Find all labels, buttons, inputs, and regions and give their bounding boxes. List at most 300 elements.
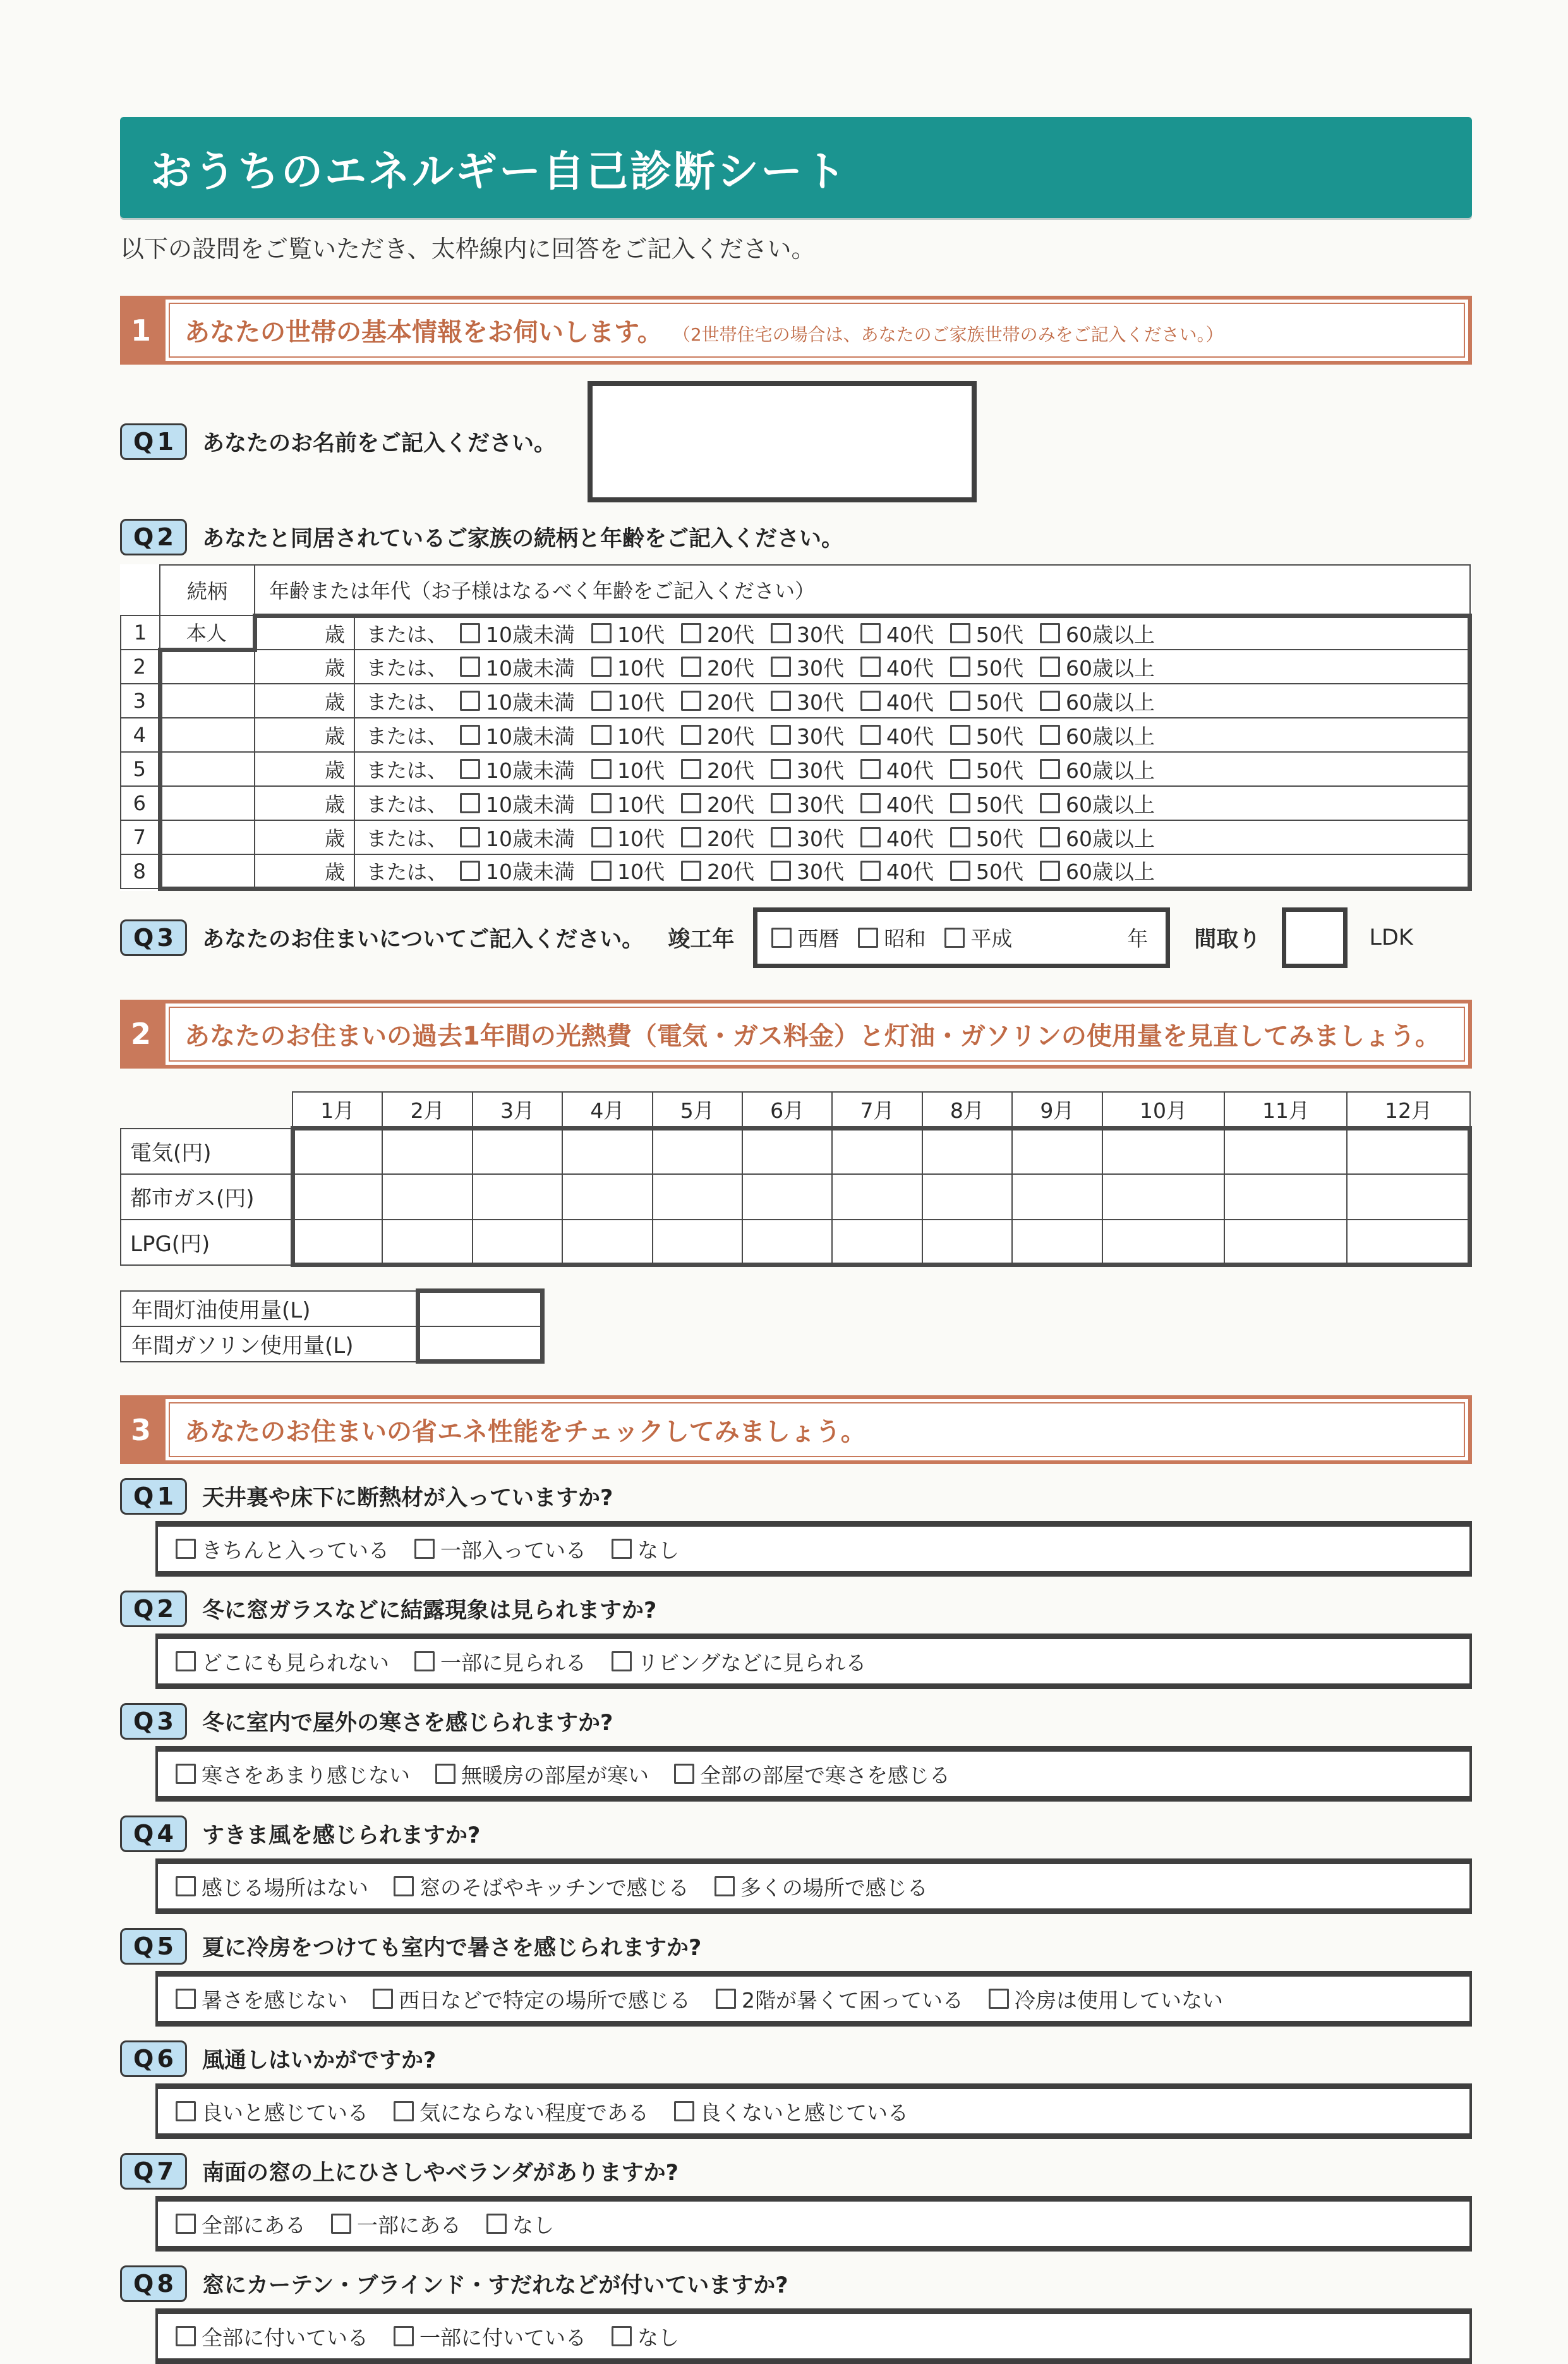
age-option	[771, 720, 844, 750]
checkbox-icon[interactable]	[1040, 793, 1060, 813]
family-table-row	[121, 752, 1470, 786]
badge-number: 1	[157, 428, 174, 456]
cost-cell[interactable]	[922, 1129, 1012, 1174]
checkbox-icon[interactable]	[771, 827, 791, 847]
annual-usage-row	[121, 1326, 542, 1362]
age-option	[460, 789, 575, 818]
cost-cell[interactable]	[1102, 1129, 1225, 1174]
or-label: または、	[366, 792, 448, 816]
row-number: 6	[121, 786, 160, 820]
checkbox-icon[interactable]	[176, 2326, 196, 2346]
checkbox-icon[interactable]	[771, 657, 791, 677]
age-option	[1040, 720, 1155, 750]
age-options	[366, 789, 1468, 818]
relation-cell[interactable]	[160, 650, 255, 684]
checkbox-icon[interactable]	[715, 1876, 735, 1896]
checkbox-icon[interactable]	[681, 861, 701, 881]
checkbox-icon[interactable]	[771, 691, 791, 711]
checkbox-icon[interactable]	[681, 691, 701, 711]
age-option	[950, 823, 1023, 852]
age-input-cell[interactable]	[255, 718, 354, 752]
age-options	[366, 823, 1468, 852]
checkbox-icon[interactable]	[1040, 691, 1060, 711]
row-number: 2	[121, 650, 160, 684]
name-input-box[interactable]	[588, 381, 977, 502]
option-label: 10歳未満	[486, 792, 576, 817]
or-label: または、	[366, 656, 448, 680]
checkbox-icon[interactable]	[176, 1989, 196, 2009]
option-label: 西日などで特定の場所で感じる	[399, 1987, 691, 2013]
checkbox-icon[interactable]	[771, 861, 791, 881]
checkbox-icon[interactable]	[373, 1989, 393, 2009]
checkbox-icon[interactable]	[950, 793, 970, 813]
cost-cell[interactable]	[473, 1174, 562, 1220]
option-label: リビングなどに見られる	[637, 1650, 867, 1675]
option-label: 60歳以上	[1066, 724, 1155, 749]
option-label: 40代	[886, 622, 934, 647]
cost-cell[interactable]	[1012, 1220, 1102, 1265]
checkbox-icon[interactable]	[674, 1764, 694, 1784]
era-option	[771, 923, 839, 952]
checkbox-icon[interactable]	[435, 1764, 455, 1784]
option-label: 20代	[707, 859, 755, 885]
checkbox-icon[interactable]	[681, 725, 701, 745]
badge-number: 2	[157, 523, 174, 551]
option-label: 10歳未満	[486, 622, 576, 647]
checkbox-icon[interactable]	[771, 759, 791, 779]
question-row	[120, 1928, 1472, 1965]
option-label: 20代	[707, 622, 755, 647]
question-block	[120, 1478, 1472, 1577]
checkbox-icon[interactable]	[176, 1876, 196, 1896]
month-header: 2月	[382, 1092, 472, 1129]
option-label: 50代	[976, 689, 1024, 715]
cost-cell[interactable]	[292, 1220, 382, 1265]
question-row	[120, 2265, 1472, 2302]
checkbox-icon[interactable]	[591, 657, 612, 677]
option-label: 10代	[617, 859, 665, 885]
checkbox-icon[interactable]	[681, 793, 701, 813]
relation-cell[interactable]: 本人	[160, 615, 255, 650]
age-input-cell[interactable]	[255, 615, 354, 650]
checkbox-icon[interactable]	[612, 2326, 632, 2346]
section-1-title: あなたの世帯の基本情報をお伺いします。	[184, 318, 663, 347]
age-suffix-label: 歳	[324, 656, 345, 680]
option-label: 10代	[617, 622, 665, 647]
checkbox-icon[interactable]	[1040, 759, 1060, 779]
cost-cell[interactable]	[382, 1220, 472, 1265]
checkbox-icon[interactable]	[591, 793, 612, 813]
checkbox-icon[interactable]	[681, 827, 701, 847]
option-label: 30代	[797, 826, 845, 851]
badge-q: Q	[133, 2157, 154, 2185]
checkbox-icon[interactable]	[1040, 827, 1060, 847]
checkbox-icon[interactable]	[591, 759, 612, 779]
checkbox-icon[interactable]	[591, 623, 612, 643]
question-block	[120, 1703, 1472, 1802]
cost-cell[interactable]	[1347, 1129, 1469, 1174]
option-label: 20代	[707, 689, 755, 715]
checkbox-icon[interactable]	[176, 2101, 196, 2121]
question-3-label: あなたのお住まいについてご記入ください。	[202, 926, 644, 952]
checkbox-icon[interactable]	[771, 725, 791, 745]
answer-option	[176, 1534, 389, 1564]
option-label: なし	[637, 2325, 679, 2350]
checkbox-icon[interactable]	[860, 657, 881, 677]
annual-usage-row	[121, 1291, 542, 1326]
checkbox-icon[interactable]	[860, 623, 881, 643]
option-label: 30代	[797, 655, 845, 681]
checkbox-icon[interactable]	[716, 1989, 736, 2009]
cost-cell[interactable]	[653, 1174, 742, 1220]
age-option	[950, 652, 1023, 682]
checkbox-icon[interactable]	[414, 1651, 435, 1671]
checkbox-icon[interactable]	[950, 623, 970, 643]
badge-q: Q	[133, 1820, 154, 1848]
cost-cell[interactable]	[1347, 1174, 1469, 1220]
answer-option	[394, 1872, 689, 1901]
answer-box	[155, 2083, 1472, 2139]
option-label: 一部に見られる	[440, 1650, 586, 1675]
checkbox-icon[interactable]	[860, 793, 881, 813]
answer-box	[155, 1971, 1472, 2027]
option-label: 60歳以上	[1066, 689, 1155, 715]
checkbox-icon[interactable]	[331, 2214, 351, 2234]
checkbox-icon[interactable]	[460, 691, 480, 711]
question-label: 天井裏や床下に断熱材が入っていますか?	[202, 1486, 613, 1511]
age-option	[1040, 652, 1155, 682]
cost-cell[interactable]	[1012, 1129, 1102, 1174]
checkbox-icon[interactable]	[460, 759, 480, 779]
cost-cell[interactable]	[1347, 1220, 1469, 1265]
cost-cell[interactable]	[1224, 1220, 1347, 1265]
row-number: 3	[121, 684, 160, 718]
layout-input-box[interactable]	[1282, 907, 1348, 968]
checkbox-icon[interactable]	[950, 759, 970, 779]
option-label: 多くの場所で感じる	[740, 1875, 928, 1900]
age-option	[771, 823, 844, 852]
cost-cell[interactable]	[742, 1220, 832, 1265]
checkbox-icon[interactable]	[681, 759, 701, 779]
age-option	[950, 619, 1023, 648]
month-header: 4月	[562, 1092, 652, 1129]
checkbox-icon[interactable]	[486, 2214, 507, 2234]
cost-row-label: 電気(円)	[121, 1129, 292, 1174]
option-label: なし	[512, 2212, 554, 2238]
row-number: 4	[121, 718, 160, 752]
cost-cell[interactable]	[742, 1174, 832, 1220]
checkbox-icon[interactable]	[950, 861, 970, 881]
answer-option	[176, 2209, 306, 2239]
checkbox-icon[interactable]	[591, 691, 612, 711]
checkbox-icon[interactable]	[681, 657, 701, 677]
relation-cell[interactable]	[160, 718, 255, 752]
section-3-header	[120, 1395, 1472, 1464]
checkbox-icon[interactable]	[394, 1876, 414, 1896]
question-1-badge	[120, 423, 187, 460]
checkbox-icon[interactable]	[460, 827, 480, 847]
annual-input-cell[interactable]	[418, 1326, 542, 1362]
row-number: 7	[121, 820, 160, 854]
cost-cell[interactable]	[562, 1174, 652, 1220]
utility-cost-table	[120, 1091, 1472, 1268]
badge-q: Q	[133, 1707, 154, 1735]
cost-cell[interactable]	[832, 1174, 922, 1220]
option-label: 60歳以上	[1066, 792, 1155, 817]
option-label: 全部の部屋で寒さを感じる	[700, 1762, 950, 1788]
cost-cell[interactable]	[473, 1129, 562, 1174]
option-label: 40代	[886, 689, 934, 715]
question-row	[120, 1478, 1472, 1515]
month-header: 10月	[1102, 1092, 1225, 1129]
cost-cell[interactable]	[922, 1220, 1012, 1265]
blank-corner-cell	[121, 1092, 292, 1129]
checkbox-icon[interactable]	[950, 827, 970, 847]
question-1-label: あなたのお名前をご記入ください。	[202, 431, 557, 456]
checkbox-icon[interactable]	[674, 2101, 694, 2121]
completion-year-box[interactable]	[753, 907, 1170, 968]
age-option	[460, 652, 575, 682]
age-option	[1040, 823, 1155, 852]
checkbox-icon[interactable]	[989, 1989, 1009, 2009]
annual-row-label: 年間ガソリン使用量(L)	[121, 1326, 418, 1362]
answer-box	[155, 2196, 1472, 2252]
question-block	[120, 2265, 1472, 2364]
age-option	[591, 755, 665, 784]
option-label: 10歳未満	[486, 859, 576, 885]
answer-option	[674, 2097, 908, 2126]
option-label: 40代	[886, 826, 934, 851]
option-label: 10歳未満	[486, 724, 576, 749]
checkbox-icon[interactable]	[176, 1539, 196, 1559]
age-option	[771, 789, 844, 818]
section-1-number: 1	[120, 296, 162, 365]
badge-q: Q	[133, 1595, 154, 1623]
option-label: 50代	[976, 622, 1024, 647]
checkbox-icon[interactable]	[860, 691, 881, 711]
cost-cell[interactable]	[382, 1129, 472, 1174]
checkbox-icon[interactable]	[1040, 657, 1060, 677]
checkbox-icon[interactable]	[591, 725, 612, 745]
age-option	[1040, 619, 1155, 648]
age-option	[681, 789, 754, 818]
age-options	[366, 686, 1468, 716]
option-label: 30代	[797, 622, 845, 647]
cost-cell[interactable]	[382, 1174, 472, 1220]
relation-cell[interactable]	[160, 786, 255, 820]
question-row	[120, 2153, 1472, 2190]
relation-cell[interactable]	[160, 820, 255, 854]
cost-cell[interactable]	[292, 1174, 382, 1220]
age-options-cell	[354, 820, 1470, 854]
checkbox-icon[interactable]	[860, 861, 881, 881]
family-table	[120, 564, 1472, 891]
family-table-row	[121, 615, 1470, 650]
cost-row-label: LPG(円)	[121, 1220, 292, 1265]
checkbox-icon[interactable]	[414, 1539, 435, 1559]
checkbox-icon[interactable]	[944, 928, 965, 948]
answer-box	[155, 1634, 1472, 1689]
answer-option	[715, 1872, 928, 1901]
relation-cell[interactable]	[160, 684, 255, 718]
cost-cell[interactable]	[832, 1129, 922, 1174]
checkbox-icon[interactable]	[176, 1651, 196, 1671]
option-label: 20代	[707, 724, 755, 749]
checkbox-icon[interactable]	[858, 928, 878, 948]
option-label: 60歳以上	[1066, 859, 1155, 885]
option-label: なし	[637, 1537, 679, 1563]
section-1-note: （2世帯住宅の場合は、あなたのご家族世帯のみをご記入ください。）	[672, 324, 1224, 345]
cost-cell[interactable]	[742, 1129, 832, 1174]
or-label: または、	[366, 622, 448, 647]
age-option	[681, 720, 754, 750]
question-badge	[120, 2265, 187, 2302]
checkbox-icon[interactable]	[460, 657, 480, 677]
relation-cell[interactable]	[160, 752, 255, 786]
checkbox-icon[interactable]	[1040, 861, 1060, 881]
age-input-cell[interactable]	[255, 786, 354, 820]
cost-cell[interactable]	[1102, 1220, 1225, 1265]
question-block	[120, 1928, 1472, 2027]
checkbox-icon[interactable]	[950, 657, 970, 677]
annual-usage-table	[120, 1288, 545, 1364]
annual-row-label: 年間灯油使用量(L)	[121, 1291, 418, 1326]
checkbox-icon[interactable]	[612, 1651, 632, 1671]
question-block	[120, 2153, 1472, 2252]
answer-option	[435, 1759, 649, 1789]
age-suffix-label: 歳	[324, 690, 345, 714]
checkbox-icon[interactable]	[950, 691, 970, 711]
cost-cell[interactable]	[562, 1129, 652, 1174]
age-options	[366, 652, 1468, 682]
age-input-cell[interactable]	[255, 820, 354, 854]
option-label: 冷房は使用していない	[1015, 1987, 1223, 2013]
question-label: 夏に冷房をつけても室内で暑さを感じられますか?	[202, 1936, 702, 1961]
question-3-badge	[120, 919, 187, 956]
cost-cell[interactable]	[1224, 1129, 1347, 1174]
cost-cell[interactable]	[653, 1220, 742, 1265]
checkbox-icon[interactable]	[460, 623, 480, 643]
option-label: 10歳未満	[486, 655, 576, 681]
age-option	[860, 823, 934, 852]
relation-cell[interactable]	[160, 854, 255, 888]
cost-cell[interactable]	[1012, 1174, 1102, 1220]
month-header: 9月	[1012, 1092, 1102, 1129]
option-label: 20代	[707, 826, 755, 851]
age-input-cell[interactable]	[255, 854, 354, 888]
cost-cell[interactable]	[653, 1129, 742, 1174]
option-label: 40代	[886, 859, 934, 885]
age-option	[1040, 856, 1155, 885]
cost-cell[interactable]	[922, 1174, 1012, 1220]
option-label: 一部に付いている	[419, 2325, 586, 2350]
age-options-cell	[354, 650, 1470, 684]
cost-cell[interactable]	[562, 1220, 652, 1265]
checkbox-icon[interactable]	[591, 827, 612, 847]
age-option	[771, 619, 844, 648]
age-input-cell[interactable]	[255, 650, 354, 684]
checkbox-icon[interactable]	[681, 623, 701, 643]
question-badge	[120, 2040, 187, 2077]
option-label: 30代	[797, 859, 845, 885]
cost-cell[interactable]	[1224, 1174, 1347, 1220]
checkbox-icon[interactable]	[1040, 725, 1060, 745]
cost-cell[interactable]	[473, 1220, 562, 1265]
age-option	[860, 652, 934, 682]
badge-q: Q	[133, 1482, 154, 1510]
age-input-cell[interactable]	[255, 752, 354, 786]
annual-input-cell[interactable]	[418, 1291, 542, 1326]
checkbox-icon[interactable]	[176, 1764, 196, 1784]
answer-option	[373, 1984, 691, 2014]
age-option	[591, 789, 665, 818]
option-label: 全部に付いている	[202, 2325, 368, 2350]
option-label: 50代	[976, 826, 1024, 851]
badge-number: 3	[157, 923, 174, 952]
checkbox-icon[interactable]	[771, 928, 792, 948]
checkbox-icon[interactable]	[950, 725, 970, 745]
checkbox-icon[interactable]	[591, 861, 612, 881]
checkbox-icon[interactable]	[771, 623, 791, 643]
age-input-cell[interactable]	[255, 684, 354, 718]
badge-number: 2	[157, 1595, 174, 1623]
option-label: 10代	[617, 724, 665, 749]
checkbox-icon[interactable]	[860, 827, 881, 847]
checkbox-icon[interactable]	[394, 2326, 414, 2346]
option-label: 20代	[707, 655, 755, 681]
age-option	[860, 686, 934, 716]
option-label: 10代	[617, 758, 665, 783]
age-option	[591, 823, 665, 852]
option-label: 60歳以上	[1066, 622, 1155, 647]
age-option	[1040, 755, 1155, 784]
cost-cell[interactable]	[292, 1129, 382, 1174]
section-2-number: 2	[120, 1000, 162, 1069]
answer-option	[674, 1759, 950, 1789]
cost-cell[interactable]	[832, 1220, 922, 1265]
checkbox-icon[interactable]	[460, 861, 480, 881]
badge-number: 4	[157, 1820, 174, 1848]
checkbox-icon[interactable]	[612, 1539, 632, 1559]
answer-option	[612, 2322, 679, 2351]
family-table-header-row	[121, 565, 1470, 615]
answer-box	[155, 1858, 1472, 1914]
option-label: 良いと感じている	[202, 2100, 368, 2125]
option-label: きちんと入っている	[202, 1537, 389, 1563]
checkbox-icon[interactable]	[860, 725, 881, 745]
age-options-cell	[354, 752, 1470, 786]
cost-cell[interactable]	[1102, 1174, 1225, 1220]
option-label: 10歳未満	[486, 689, 576, 715]
checkbox-icon[interactable]	[394, 2101, 414, 2121]
option-label: 30代	[797, 792, 845, 817]
age-options-cell	[354, 684, 1470, 718]
checkbox-icon[interactable]	[176, 2214, 196, 2234]
option-label: 感じる場所はない	[202, 1875, 368, 1900]
checkbox-icon[interactable]	[460, 793, 480, 813]
or-label: または、	[366, 724, 448, 748]
or-label: または、	[366, 859, 448, 884]
age-options-cell	[354, 786, 1470, 820]
age-option	[860, 755, 934, 784]
age-option	[460, 823, 575, 852]
option-label: 10代	[617, 792, 665, 817]
checkbox-icon[interactable]	[460, 725, 480, 745]
checkbox-icon[interactable]	[771, 793, 791, 813]
checkbox-icon[interactable]	[1040, 623, 1060, 643]
badge-number: 3	[157, 1707, 174, 1735]
checkbox-icon[interactable]	[860, 759, 881, 779]
